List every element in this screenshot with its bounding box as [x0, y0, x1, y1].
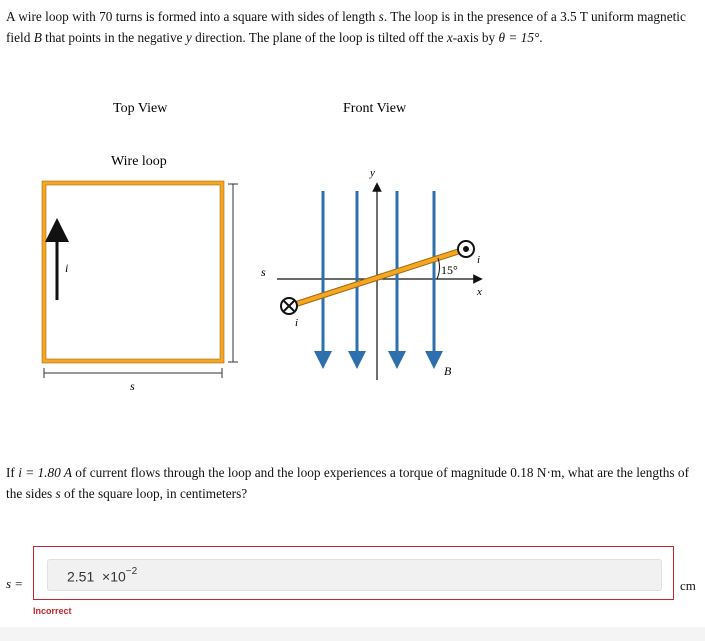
question-text-1: If [6, 465, 19, 480]
question-text-3: of the square loop, in centimeters? [60, 486, 248, 501]
current-out-of-page-icon [458, 241, 474, 257]
side-label-horizontal: s [130, 379, 135, 393]
wire-loop-label: Wire loop [111, 154, 167, 169]
problem-text-2: . The loop is in the presence of a 3.5 T uniform magnetic field [6, 9, 686, 45]
answer-exponent: −2 [125, 566, 138, 577]
problem-text-4: direction. The plane of the loop is tilted off the [191, 30, 447, 45]
problem-text-6: . [539, 30, 543, 45]
answer-box [33, 546, 674, 600]
problem-statement [6, 6, 696, 48]
answer-mantissa: 2.51 [67, 568, 95, 585]
side-label-vertical: s [261, 265, 266, 279]
problem-text-5: -axis by [452, 30, 499, 45]
top-view-label: Top View [113, 101, 168, 116]
question-var-s: s [55, 486, 61, 501]
answer-times: ×10 [102, 568, 126, 585]
answer-row [0, 544, 705, 604]
current-expression: i = 1.80 A [18, 465, 72, 480]
problem-text-1: A wire loop with 70 turns is formed into a square with sides of length [6, 9, 379, 24]
front-view-label: Front View [343, 101, 407, 116]
var-y: y [185, 30, 192, 45]
answer-status: Incorrect [33, 606, 72, 616]
y-axis-label: y [370, 167, 375, 179]
field-label: B [444, 364, 452, 378]
answer-unit: cm [680, 578, 696, 593]
angle-label: 15° [441, 263, 458, 277]
current-label-top: i [65, 261, 69, 275]
square-wire-loop [44, 183, 222, 361]
x-axis-label: x [477, 286, 482, 298]
current-into-page-icon [281, 298, 297, 314]
loop-figure [0, 90, 705, 420]
question-text [6, 462, 696, 504]
var-x: x [446, 30, 453, 45]
current-label-out: i [477, 254, 481, 266]
bottom-bar [0, 627, 705, 641]
square-wire-loop-outline [42, 181, 224, 363]
var-s: s [378, 9, 384, 24]
problem-text-3: that points in the negative [41, 30, 186, 45]
answer-input[interactable] [47, 559, 662, 591]
answer-label: s = [6, 576, 24, 591]
theta-expression: θ = 15° [498, 30, 540, 45]
question-text-2: of current flows through the loop and the loop experiences a torque of magnitude 0.18 N·m, what are the lengths of the sides [6, 465, 690, 501]
var-b: B [33, 30, 42, 45]
current-label-in: i [295, 317, 299, 329]
